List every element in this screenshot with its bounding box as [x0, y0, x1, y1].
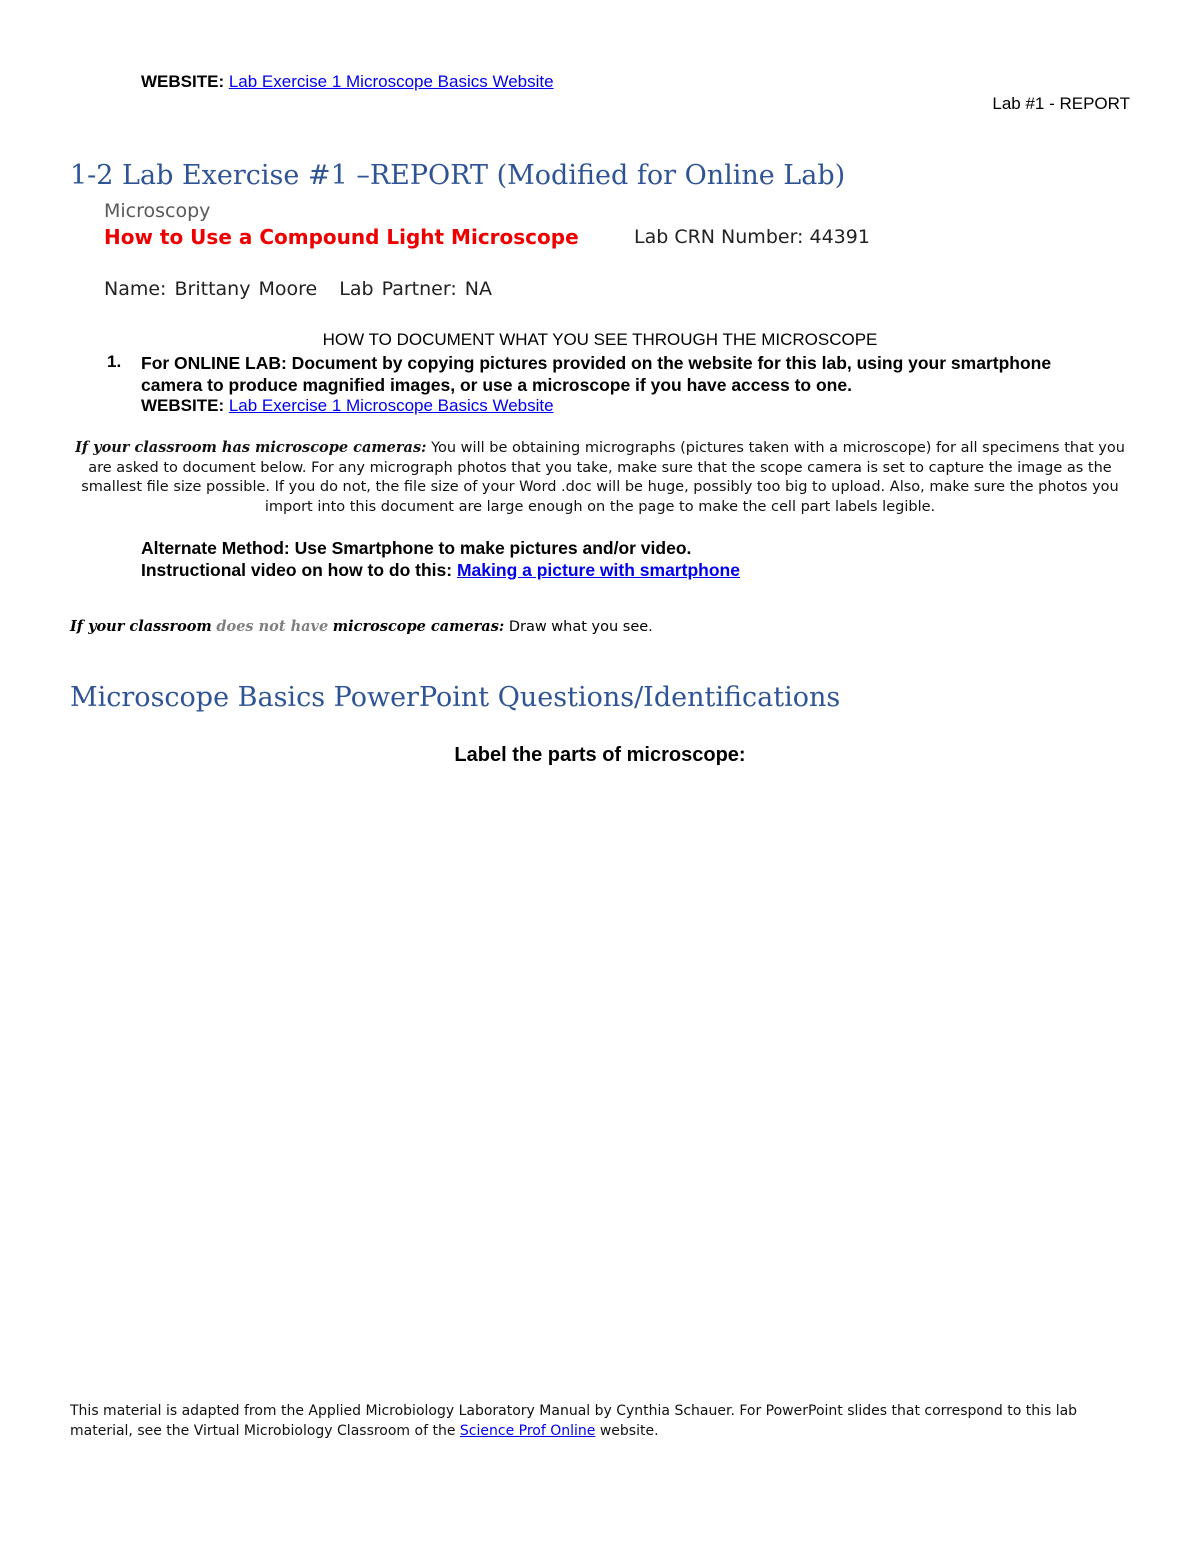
science-prof-online-link[interactable]: Science Prof Online	[459, 1422, 596, 1439]
website-link[interactable]: Lab Exercise 1 Microscope Basics Website	[228, 72, 554, 91]
website-label: WEBSITE:	[141, 72, 225, 91]
partner-value: NA	[464, 278, 492, 300]
step-number: 1.	[107, 352, 122, 371]
partner-label: Lab Partner:	[339, 278, 457, 300]
footer-note	[70, 1402, 1140, 1441]
document-heading: HOW TO DOCUMENT WHAT YOU SEE THROUGH THE MICROSCOPE	[322, 330, 878, 349]
step-website-link[interactable]: Lab Exercise 1 Microscope Basics Website	[228, 396, 554, 415]
no-camera-note	[70, 618, 653, 635]
step-website-line	[141, 396, 554, 416]
smartphone-video-link[interactable]: Making a picture with smartphone	[456, 560, 740, 580]
crn-value: 44391	[809, 226, 870, 248]
report-subtitle: How to Use a Compound Light Microscope	[104, 225, 579, 249]
no-camera-lead-2: does not have	[216, 618, 329, 635]
subject-label: Microscopy	[104, 200, 211, 222]
step-website-label: WEBSITE:	[141, 396, 225, 415]
camera-lead: If your classroom has microscope cameras:	[75, 439, 427, 456]
top-website-line	[141, 72, 554, 92]
camera-paragraph	[70, 438, 1130, 517]
section-title: Microscope Basics PowerPoint Questions/Identifications	[70, 682, 841, 713]
no-camera-lead-1: If your classroom	[70, 618, 212, 635]
footer-text-end: website.	[599, 1422, 659, 1439]
step-text: For ONLINE LAB: Document by copying pictures provided on the website for this lab, using your smartphone camera to produce magnified images, or use a microscope if you have access to one.	[141, 353, 1052, 395]
student-info	[104, 278, 492, 300]
no-camera-lead-3: microscope cameras:	[332, 618, 505, 635]
page-header: Lab #1 - REPORT	[992, 94, 1130, 113]
crn-label: Lab CRN Number:	[634, 226, 804, 248]
instructional-label: Instructional video on how to do this:	[141, 560, 453, 580]
footer-text: This material is adapted from the Applied Microbiology Laboratory Manual by Cynthia Schauer. For PowerPoint slides that correspond to this lab material, see the Virtual Microbiology Classroom of the	[70, 1403, 1078, 1439]
camera-body: You will be obtaining micrographs (pictures taken with a microscope) for all specimens that you are asked to document below. For any micrograph photos that you take, make sure that the scope camera is set to capture the image as the smallest file size possible. If you do not, the file size of your Word .doc will be huge, possibly too big to upload. Also, make sure the photos you import into this document are large enough on the page to make the cell part labels legible.	[81, 440, 1125, 515]
alternate-method: Alternate Method: Use Smartphone to make pictures and/or video.	[141, 538, 692, 558]
no-camera-body: Draw what you see.	[508, 619, 653, 635]
name-value: Brittany Moore	[174, 278, 318, 300]
label-heading: Label the parts of microscope:	[454, 744, 746, 766]
report-title: 1-2 Lab Exercise #1 –REPORT (Modified for Online Lab)	[70, 160, 846, 191]
crn-number	[634, 226, 870, 248]
instructional-line	[141, 560, 740, 581]
name-label: Name:	[104, 278, 167, 300]
